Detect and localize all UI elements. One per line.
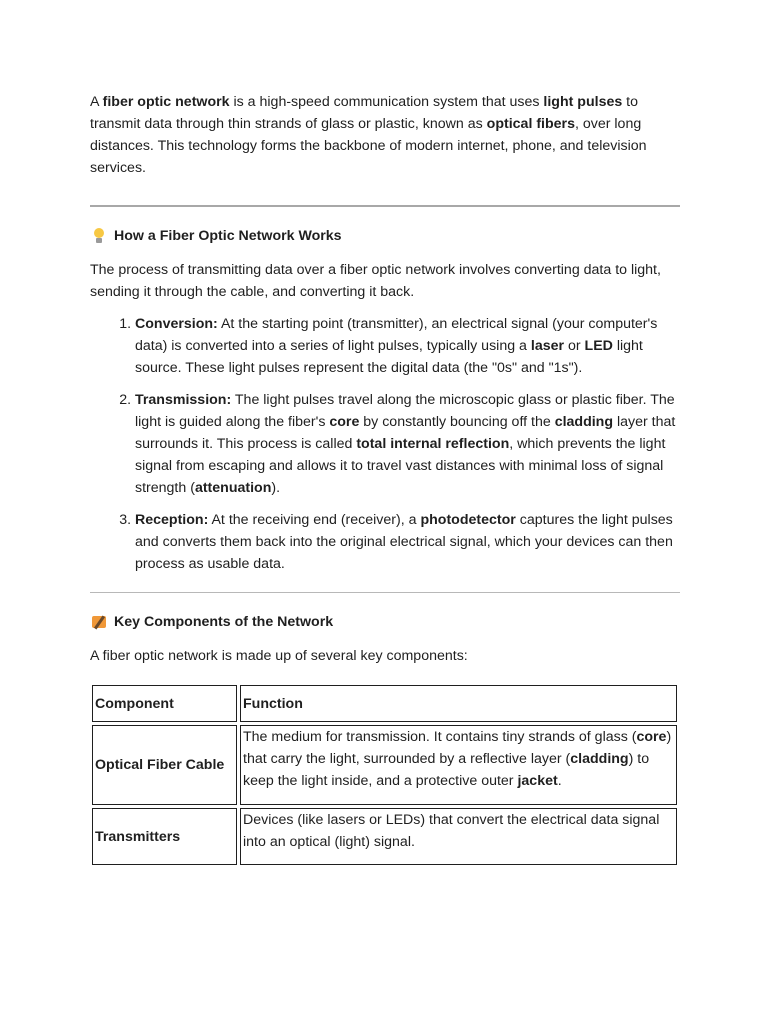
step-text: At the receiving end (receiver), a (208, 512, 421, 528)
steps-list-wrapper (90, 313, 680, 575)
light-bulb-icon (90, 227, 108, 245)
list-item (135, 509, 680, 575)
table-cell-function (240, 725, 677, 805)
step-text: ). (271, 480, 281, 496)
section-heading-key-components (90, 611, 680, 633)
components-table (92, 685, 677, 868)
cell-text: . (557, 773, 562, 789)
table-cell-function: Devices (like lasers or LEDs) that convert the electrical data signal into an optical (light) signal. (240, 808, 677, 865)
table-cell-component: Optical Fiber Cable (92, 725, 237, 805)
step-bold: photodetector (420, 512, 516, 528)
step-text: by constantly bouncing off the (359, 414, 555, 430)
cell-text: ) to keep the light inside, and a protective outer (243, 751, 650, 789)
toolbox-icon (90, 613, 108, 631)
section-divider (90, 205, 680, 207)
step-text: captures the light pulses and converts them back into the original electrical signal, which your devices can then process as usable data. (135, 512, 673, 572)
step-text: The light pulses travel along the microscopic glass or plastic fiber. The light is guided along the fiber's (135, 392, 675, 430)
section-heading-how-it-works (90, 225, 680, 247)
step-bold: core (329, 414, 360, 430)
step-bold: cladding (554, 414, 614, 430)
cell-bold: jacket (517, 773, 558, 789)
table-row (92, 808, 677, 865)
document-content (90, 91, 680, 678)
list-item (135, 313, 680, 379)
step-label: Reception: (135, 512, 209, 528)
step-text: light source. These light pulses represent the digital data (the "0s" and "1s"). (135, 338, 643, 376)
section-heading-text: How a Fiber Optic Network Works (114, 228, 342, 244)
section-paragraph: The process of transmitting data over a fiber optic network involves converting data to light, sending it through the cable, and converting it back. (90, 262, 661, 300)
section-heading-text: Key Components of the Network (114, 614, 334, 630)
step-text: layer that surrounds it. This process is called (135, 414, 676, 452)
table-row (92, 725, 677, 805)
intro-text: A (90, 94, 103, 110)
table-header-row (92, 685, 677, 722)
steps-list (90, 313, 680, 575)
step-bold: total internal reflection (356, 436, 510, 452)
table-header-cell: Function (240, 685, 677, 722)
list-item (135, 389, 680, 499)
cell-text: The medium for transmission. It contains tiny strands of glass ( (243, 729, 637, 745)
intro-text: to transmit data through thin strands of glass or plastic, known as (90, 94, 639, 132)
table-header-cell: Component (92, 685, 237, 722)
intro-bold: fiber optic network (102, 94, 230, 110)
intro-bold: light pulses (543, 94, 623, 110)
step-text: , which prevents the light signal from escaping and allows it to travel vast distances with minimal loss of signal strength ( (135, 436, 666, 496)
intro-text: is a high-speed communication system that uses (229, 94, 544, 110)
step-text: or (564, 338, 585, 354)
step-bold: laser (530, 338, 565, 354)
section-divider (90, 592, 680, 593)
step-label: Transmission: (135, 392, 232, 408)
cell-bold: cladding (570, 751, 629, 767)
step-text: At the starting point (transmitter), an electrical signal (your computer's data) is converted into a series of light pulses, typically using a (135, 316, 658, 354)
step-bold: attenuation (194, 480, 272, 496)
step-label: Conversion: (135, 316, 218, 332)
intro-paragraph (90, 91, 680, 179)
cell-bold: core (636, 729, 667, 745)
step-bold: LED (584, 338, 613, 354)
intro-bold: optical fibers (486, 116, 575, 132)
section-paragraph: A fiber optic network is made up of several key components: (90, 648, 468, 664)
table-cell-component: Transmitters (92, 808, 237, 865)
intro-text: , over long distances. This technology forms the backbone of modern internet, phone, and television services. (90, 116, 647, 176)
cell-text: ) that carry the light, surrounded by a reflective layer ( (243, 729, 672, 767)
